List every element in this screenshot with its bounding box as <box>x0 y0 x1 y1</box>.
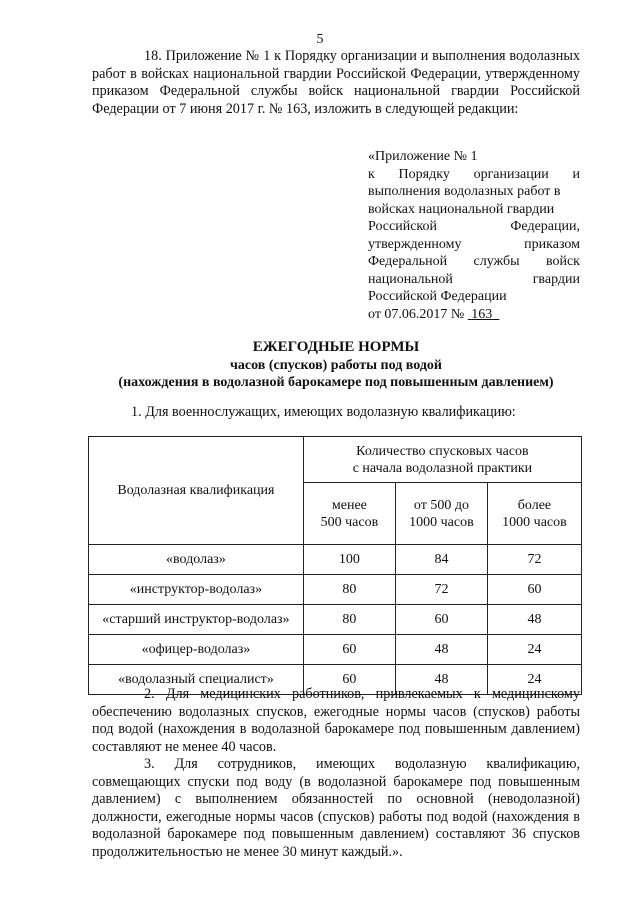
value-cell: 84 <box>395 545 487 575</box>
appendix-word: Федерации, <box>510 219 580 234</box>
table-row <box>89 545 582 575</box>
appendix-line-5 <box>368 218 580 236</box>
paragraph-3 <box>92 756 580 862</box>
appendix-line-1: «Приложение № 1 <box>368 149 478 164</box>
group-header-line: с начала водолазной практики <box>352 460 533 476</box>
appendix-word: Порядку <box>398 166 450 182</box>
document-title: ЕЖЕГОДНЫЕ НОРМЫ <box>252 339 420 355</box>
value-cell: 60 <box>303 635 395 665</box>
appendix-word: утвержденному <box>368 236 462 252</box>
qualification-cell: «водолаз» <box>89 545 304 575</box>
appendix-word: Российской <box>368 219 437 234</box>
document-subtitle-1: часов (спусков) работы под водой <box>230 358 442 373</box>
table-header-row <box>89 437 582 483</box>
appendix-word: войск <box>545 254 580 269</box>
value-cell: 72 <box>395 575 487 605</box>
qualification-cell: «офицер-водолаз» <box>89 635 304 665</box>
appendix-line-7 <box>368 253 580 271</box>
value-cell: 72 <box>487 545 581 575</box>
appendix-word: гвардии <box>532 271 580 287</box>
value-cell: 80 <box>303 575 395 605</box>
value-cell: 48 <box>395 635 487 665</box>
appendix-line-4: войсках национальной гвардии <box>368 201 555 217</box>
appendix-word: приказом <box>524 236 580 252</box>
hours-group-header <box>303 437 581 483</box>
appendix-word: Федеральной <box>368 254 448 269</box>
order-number-value: 163 <box>471 306 493 322</box>
paragraph-18 <box>92 48 580 118</box>
header-line: 500 часов <box>320 514 379 530</box>
appendix-line-9: Российской Федерации <box>368 289 507 304</box>
appendix-word: организации <box>473 166 549 182</box>
col-500-1000-header <box>395 483 487 545</box>
qualification-cell: «водолазный специалист» <box>89 665 304 695</box>
value-cell: 60 <box>303 665 395 695</box>
group-header-line: Количество спусковых часов <box>356 443 529 459</box>
value-cell: 60 <box>395 605 487 635</box>
col-under-500-header <box>303 483 395 545</box>
col-over-1000-header <box>487 483 581 545</box>
qualification-header: Водолазная квалификация <box>89 437 304 545</box>
appendix-word: национальной <box>368 271 453 287</box>
value-cell: 80 <box>303 605 395 635</box>
appendix-order-number <box>468 307 500 322</box>
paragraph-2-text: 2. Для медицинских работников, привлекаемых к медицинскому обеспечению водолазных спусков, ежегодные нормы часов (спусков) работы под водой (нахождения в водолазной барокамере под повышенным давлением) составляют не менее 40 часов. <box>92 686 580 755</box>
appendix-line-8 <box>368 271 580 289</box>
qualification-cell: «старший инструктор-водолаз» <box>89 605 304 635</box>
value-cell: 100 <box>303 545 395 575</box>
appendix-word: и <box>572 166 580 182</box>
page-number: 5 <box>316 32 324 47</box>
document-subtitle-2: (нахождения в водолазной барокамере под повышенным давлением) <box>118 375 554 390</box>
paragraph-3-text: 3. Для сотрудников, имеющих водолазную квалификацию, совмещающих спуски под воду (в водолазной барокамере под повышенным давлением) с выполнением обязанностей по основной (неводолазной) должности, ежегодные нормы часов (спусков) работы под водой (нахождения в водолазной барокамере под повышенным давлением) составляют 36 спусков продолжительностью не менее 30 минут каждый.». <box>92 756 580 860</box>
header-line: менее <box>331 497 367 513</box>
header-line: более <box>517 497 552 513</box>
value-cell: 24 <box>487 665 581 695</box>
section-1-heading: 1. Для военнослужащих, имеющих водолазную квалификацию: <box>131 404 516 420</box>
table-row <box>89 605 582 635</box>
appendix-date-line <box>368 306 580 324</box>
value-cell: 48 <box>487 605 581 635</box>
appendix-date: от 07.06.2017 № <box>368 306 465 322</box>
value-cell: 48 <box>395 665 487 695</box>
header-line: 1000 часов <box>409 514 474 530</box>
value-cell: 60 <box>487 575 581 605</box>
appendix-word: к <box>368 166 375 182</box>
appendix-reference <box>368 148 580 323</box>
header-line: от 500 до <box>413 497 469 513</box>
appendix-line-2 <box>368 166 580 184</box>
paragraph-18-text: 18. Приложение № 1 к Порядку организации и выполнения водолазных работ в войсках национальной гвардии Российской Федерации, утвержденному приказом Федеральной службы войск национальной гвардии Российской Федерации от 7 июня 2017 г. № 163, изложить в следующей редакции: <box>92 48 580 117</box>
appendix-line-3: выполнения водолазных работ в <box>368 184 561 199</box>
table-row <box>89 635 582 665</box>
appendix-word: службы <box>473 254 520 269</box>
appendix-line-6 <box>368 236 580 254</box>
value-cell: 24 <box>487 635 581 665</box>
qualification-cell: «инструктор-водолаз» <box>89 575 304 605</box>
norms-table <box>88 436 582 695</box>
header-line: 1000 часов <box>502 514 567 530</box>
paragraph-2 <box>92 686 580 756</box>
table-row <box>89 575 582 605</box>
